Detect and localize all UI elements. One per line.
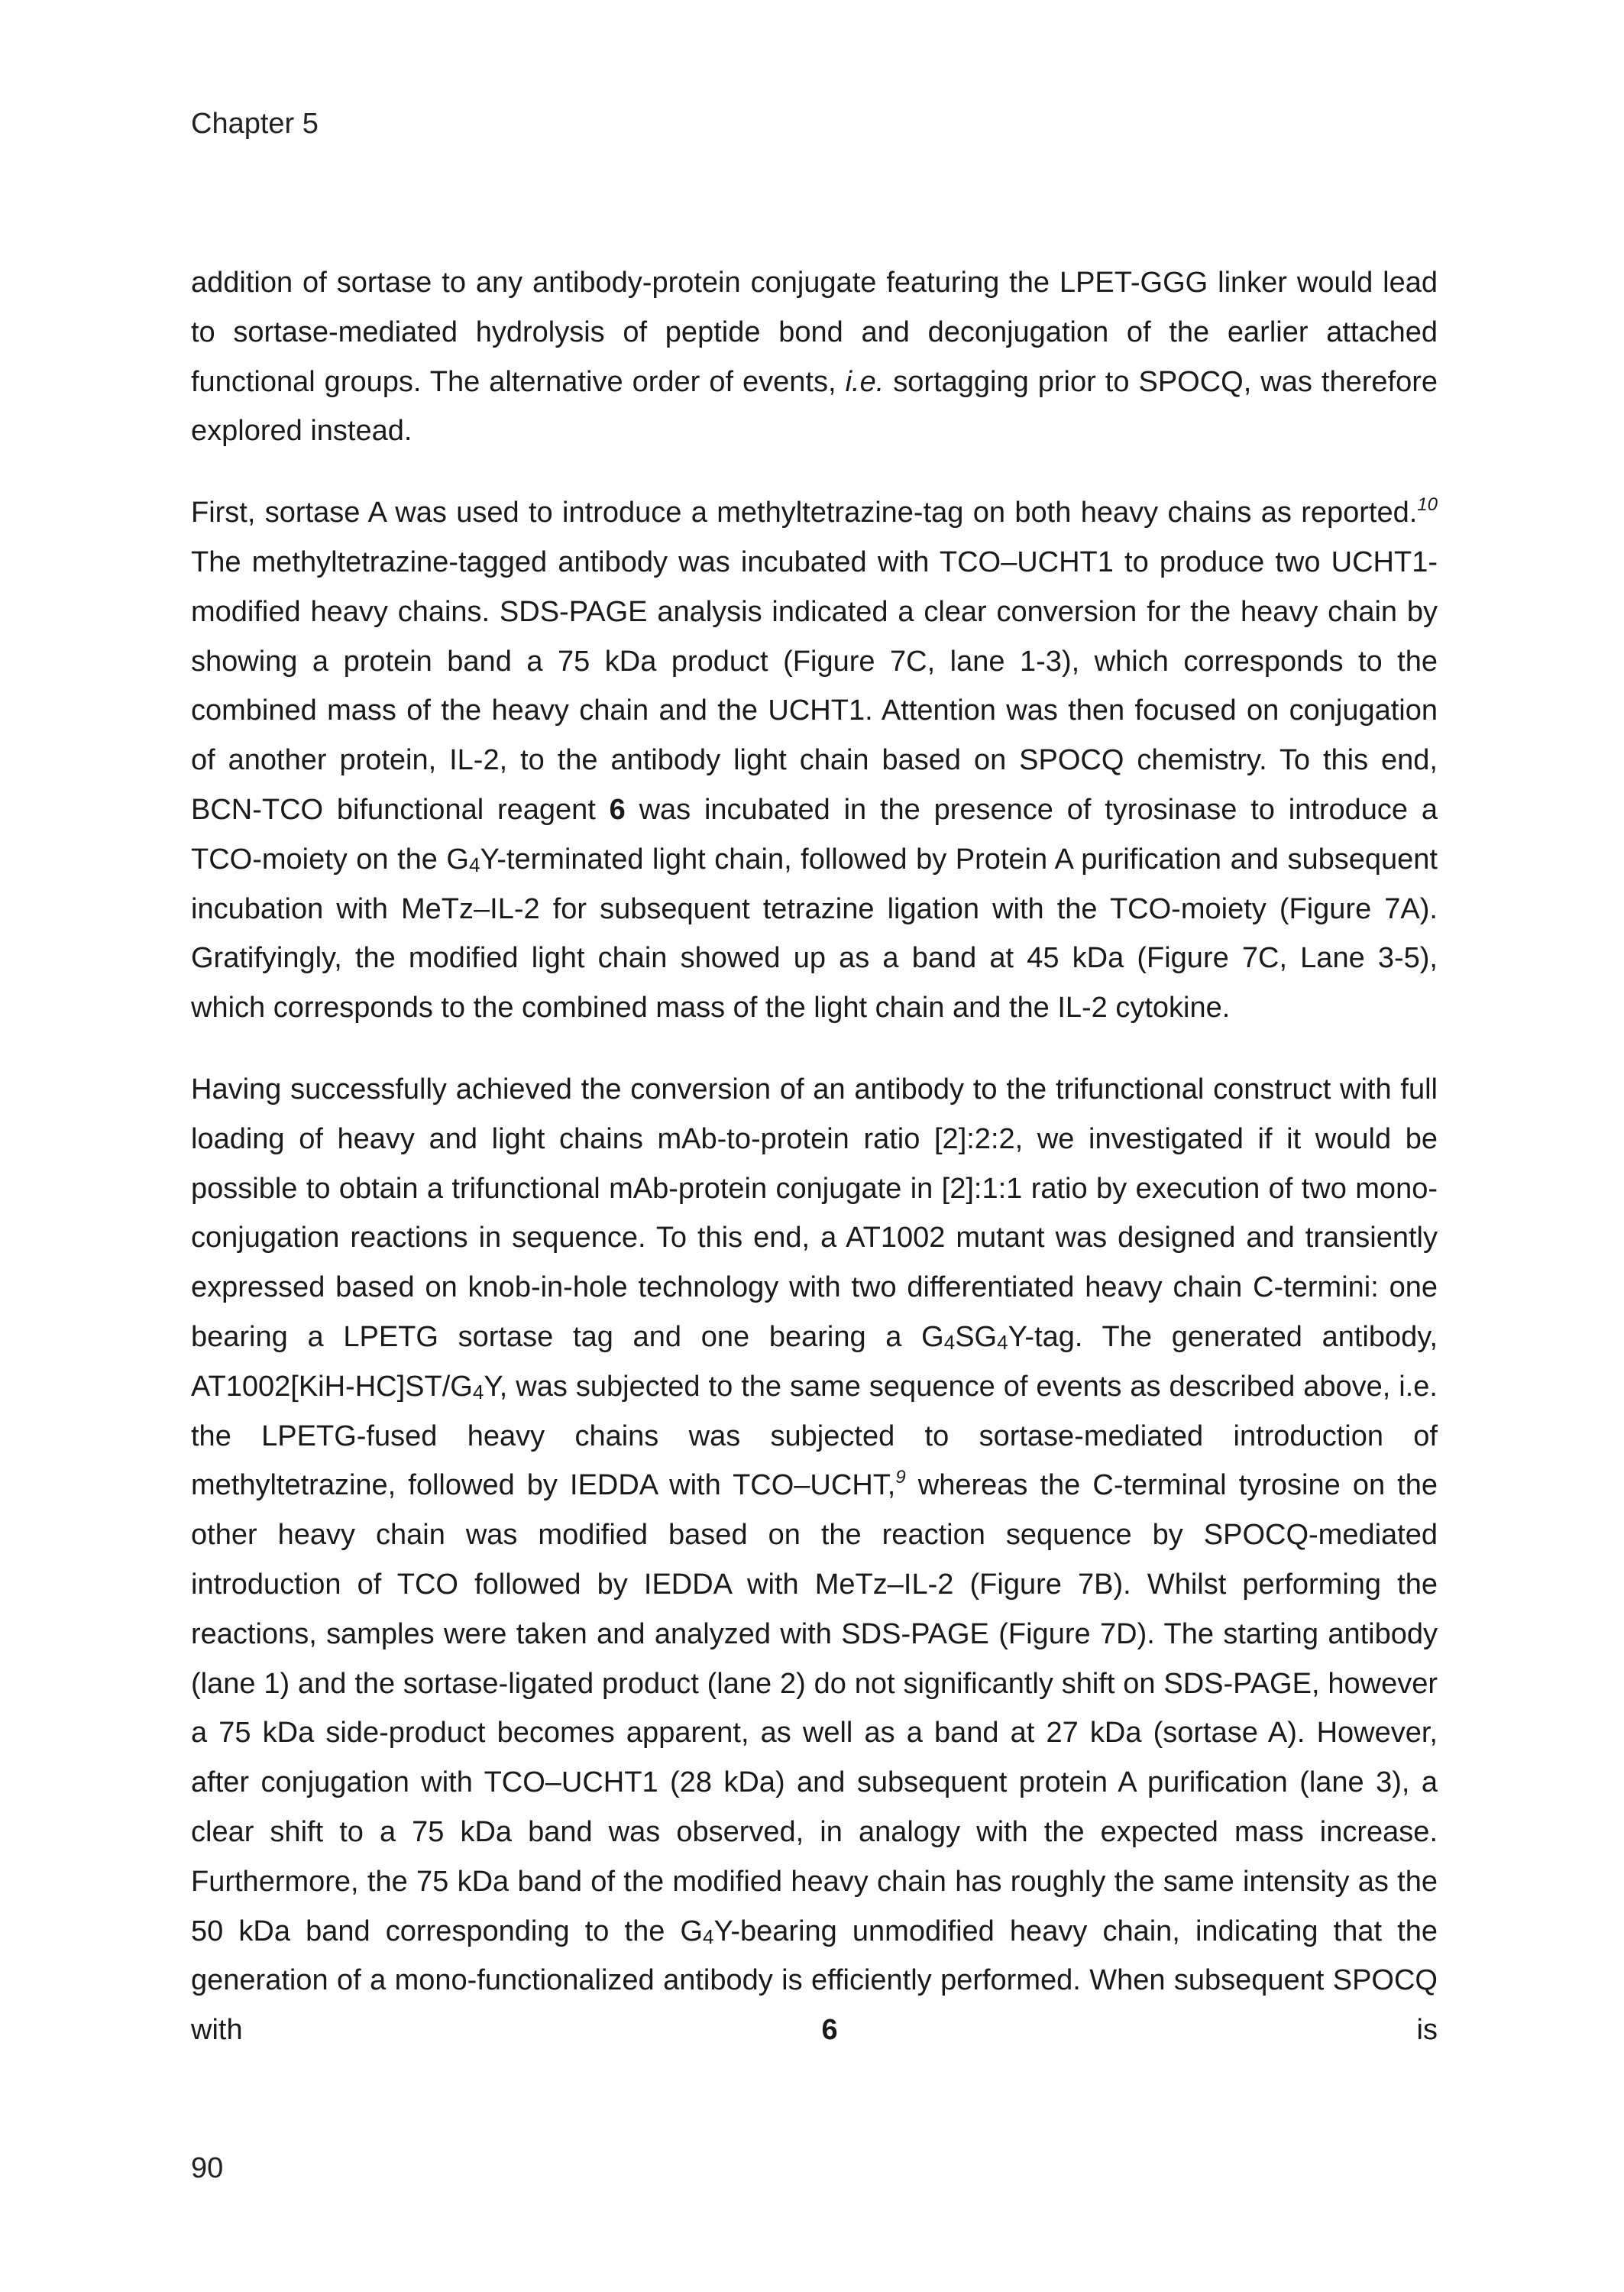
text-run: Y-tag. The generated antibody, AT1002[KiH-HC]ST/G (191, 1320, 1438, 1403)
text-run: addition of sortase to any antibody-protein conjugate featuring the LPET-GGG linker would lead to sortase-mediated hydrolysis of peptide bond and deconjugation of the earlier attached functional groups. The alternative order of events, (191, 267, 1438, 398)
body-text (191, 258, 1438, 2055)
text-run: SG (955, 1320, 998, 1353)
text-run: First, sortase A was used to introduce a methyltetrazine-tag on both heavy chains as reported. (191, 497, 1418, 529)
text-run: Having successfully achieved the conversion of an antibody to the trifunctional construct with full loading of heavy and light chains mAb-to-protein ratio [2]:2:2, we investigated if it would be possible to obtain a trifunctional mAb-protein conjugate in [2]:1:1 ratio by execution of two mono-conjugation reactions in sequence. To this end, a AT1002 mutant was designed and transiently expressed based on knob-in-hole technology with two differentiated heavy chain C-termini: one bearing a LPETG sortase tag and one bearing a G (191, 1073, 1438, 1353)
compound-number: 6 (609, 793, 626, 826)
subscript: 4 (703, 1925, 714, 1948)
paragraph-3 (191, 1065, 1438, 2055)
running-header: Chapter 5 (191, 108, 319, 140)
subscript: 4 (943, 1330, 956, 1354)
subscript: 4 (468, 853, 480, 876)
italic-abbreviation: i.e. (845, 365, 885, 398)
subscript: 4 (472, 1380, 484, 1403)
page-number: 90 (191, 2152, 224, 2184)
text-run: Y-terminated light chain, followed by Protein A purification and subsequent incubation with MeTz–IL-2 for subsequent tetrazine ligation with the TCO-moiety (Figure 7A). Gratifyingly, the modified light chain showed up as a band at 45 kDa (Figure 7C, Lane 3-5), which corresponds to the combined mass of the light chain and the IL-2 cytokine. (191, 843, 1438, 1025)
paragraph-1 (191, 258, 1438, 456)
text-run: was incubated in the presence of tyrosinase to introduce a TCO-moiety on the G (191, 793, 1438, 876)
subscript: 4 (997, 1330, 1008, 1354)
text-run: whereas the C-terminal tyrosine on the other heavy chain was modified based on the reaction sequence by SPOCQ-mediated introduction of TCO followed by IEDDA with MeTz–IL-2 (Figure 7B). Whilst performing the reactions, samples were taken and analyzed with SDS-PAGE (Figure 7D). The starting antibody (lane 1) and the sortase-ligated product (lane 2) do not significantly shift on SDS-PAGE, however a 75 kDa side-product becomes apparent, as well as a band at 27 kDa (sortase A). However, after conjugation with TCO–UCHT1 (28 kDa) and subsequent protein A purification (lane 3), a clear shift to a 75 kDa band was observed, in analogy with the expected mass increase. Furthermore, the 75 kDa band of the modified heavy chain has roughly the same intensity as the 50 kDa band corresponding to the G (191, 1469, 1438, 1947)
text-run: Y, was subjected to the same sequence of events as described above, i.e. the LPETG-fused heavy chains was subjected to sortase-mediated introduction of methyltetrazine, followed by IEDDA with TCO–UCHT, (191, 1370, 1438, 1502)
text-run: Y-bearing unmodified heavy chain, indicating that the generation of a mono-functionalized antibody is efficiently performed. When subsequent SPOCQ with (191, 1915, 1438, 2047)
compound-number: 6 (821, 2014, 838, 2047)
paragraph-2 (191, 488, 1438, 1033)
reference-superscript: 10 (1417, 494, 1438, 516)
text-run: is (837, 2014, 1438, 2047)
reference-superscript: 9 (895, 1467, 906, 1488)
text-run: sortagging prior to SPOCQ, was therefore explored instead. (191, 365, 1438, 448)
text-run: The methyltetrazine-tagged antibody was incubated with TCO–UCHT1 to produce two UCHT1-modified heavy chains. SDS-PAGE analysis indicated a clear conversion for the heavy chain by showing a protein band a 75 kDa product (Figure 7C, lane 1-3), which corresponds to the combined mass of the heavy chain and the UCHT1. Attention was then focused on conjugation of another protein, IL-2, to the antibody light chain based on SPOCQ chemistry. To this end, BCN-TCO bifunctional reagent (191, 545, 1438, 826)
